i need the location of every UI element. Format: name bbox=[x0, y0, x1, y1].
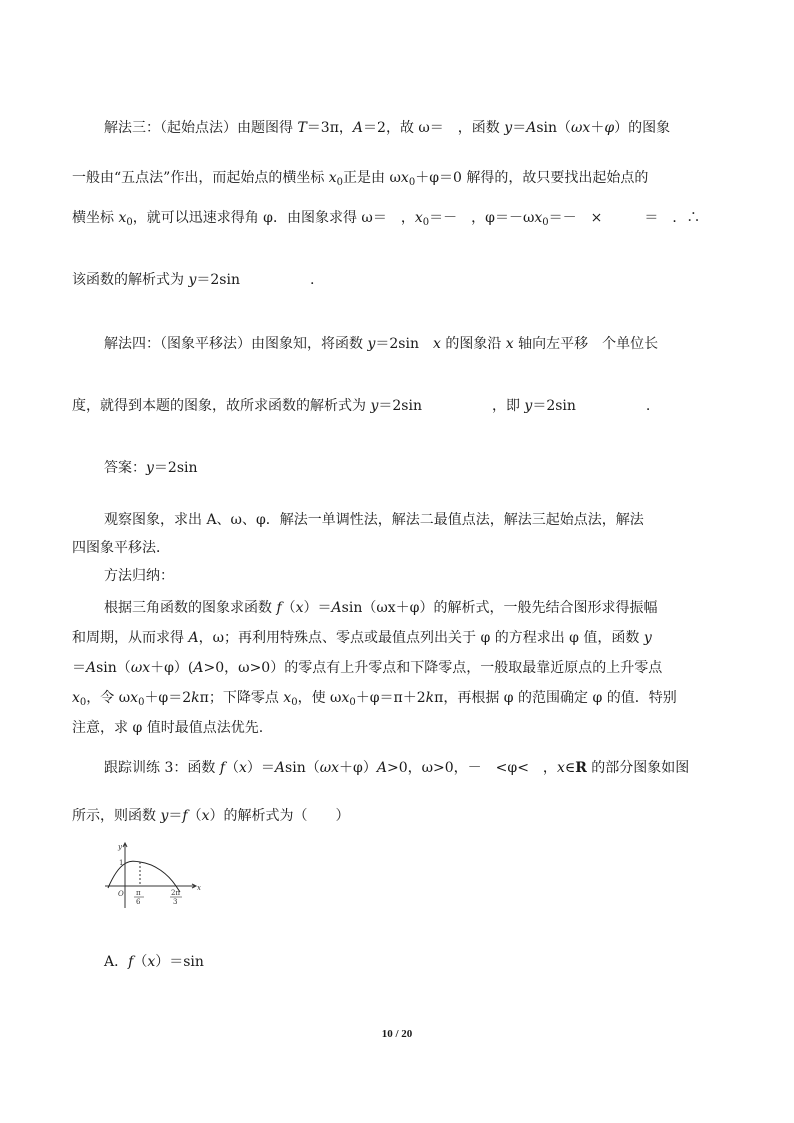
graph-tick2-den: 3 bbox=[173, 898, 178, 906]
method-summary-title: 方法归纳： bbox=[104, 568, 174, 584]
observe-line2: 四图象平移法． bbox=[72, 540, 170, 556]
method3-line3: 横坐标 $x_0$，就可以迅速求得角 φ．由图象求得 ω＝ ，$x_0=-$ ，$\varphi=-\omega x_0=-$ × ＝ ．∴ bbox=[72, 210, 701, 228]
graph-tick1-den: 6 bbox=[136, 898, 141, 906]
method4-line2: 度，就得到本题的图象，故所求函数的解析式为 y＝2sin ，即 y＝2sin . bbox=[72, 398, 651, 414]
sine-graph-figure bbox=[100, 840, 210, 910]
method3-line4: 该函数的解析式为 y＝2sin . bbox=[72, 272, 315, 288]
answer-line: 答案：y＝2sin bbox=[104, 460, 198, 476]
method-summary-line1: 根据三角函数的图象求函数 f（x）＝Asin（ωx＋φ）的解析式，一般先结合图形求得振幅 bbox=[104, 600, 658, 616]
method-summary-line4: $x_0$，令 $\omega x_0+\varphi=2k\pi$；下降零点 $x_0$，使 $\omega x_0+\varphi=\pi+2k\pi$，再根据 φ 的范围确定 φ 的值．特别 bbox=[72, 690, 677, 708]
graph-tick1-num: π bbox=[136, 889, 141, 897]
page-number: 10 / 20 bbox=[381, 1028, 413, 1040]
observe-line1: 观察图象，求出 A、ω、φ．解法一单调性法，解法二最值点法，解法三起始点法，解法 bbox=[104, 512, 644, 528]
method4-line1: 解法四：（图象平移法）由图象知，将函数 y＝2sin x 的图象沿 x 轴向左平移 个单位长 bbox=[104, 336, 659, 352]
exercise-line1: 跟踪训练 3：函数 f（x）＝Asin（ωx＋φ）A>0，ω>0，－ <φ< ，x∈R 的部分图象如图 bbox=[104, 760, 690, 776]
method3-line2: 一般由“五点法”作出，而起始点的横坐标 $x_0$正是由 $\omega x_0+\varphi=0$ 解得的，故只要找出起始点的 bbox=[72, 170, 649, 188]
graph-y-label: y bbox=[118, 843, 122, 851]
option-a: A．f（x）＝sin bbox=[104, 954, 204, 970]
method-summary-line3: ＝Asin（ωx＋φ）(A>0，ω>0）的零点有上升零点和下降零点，一般取最靠近原点的上升零点 bbox=[72, 660, 663, 676]
method3-line1: 解法三：（起始点法）由题图得 T＝3π，A＝2，故 ω＝ ，函数 y＝Asin（ωx＋φ）的图象 bbox=[104, 120, 671, 136]
exercise-line2: 所示，则函数 y＝f（x）的解析式为（ ） bbox=[72, 808, 350, 824]
graph-one-label: 1 bbox=[119, 859, 124, 867]
graph-tick2-num: 2π bbox=[171, 889, 181, 897]
graph-origin-label: O bbox=[118, 890, 124, 898]
method-summary-line5: 注意，求 φ 值时最值点法优先. bbox=[72, 720, 264, 736]
graph-x-label: x bbox=[197, 884, 201, 892]
method-summary-line2: 和周期，从而求得 A，ω；再利用特殊点、零点或最值点列出关于 φ 的方程求出 φ 值，函数 y bbox=[72, 630, 652, 646]
